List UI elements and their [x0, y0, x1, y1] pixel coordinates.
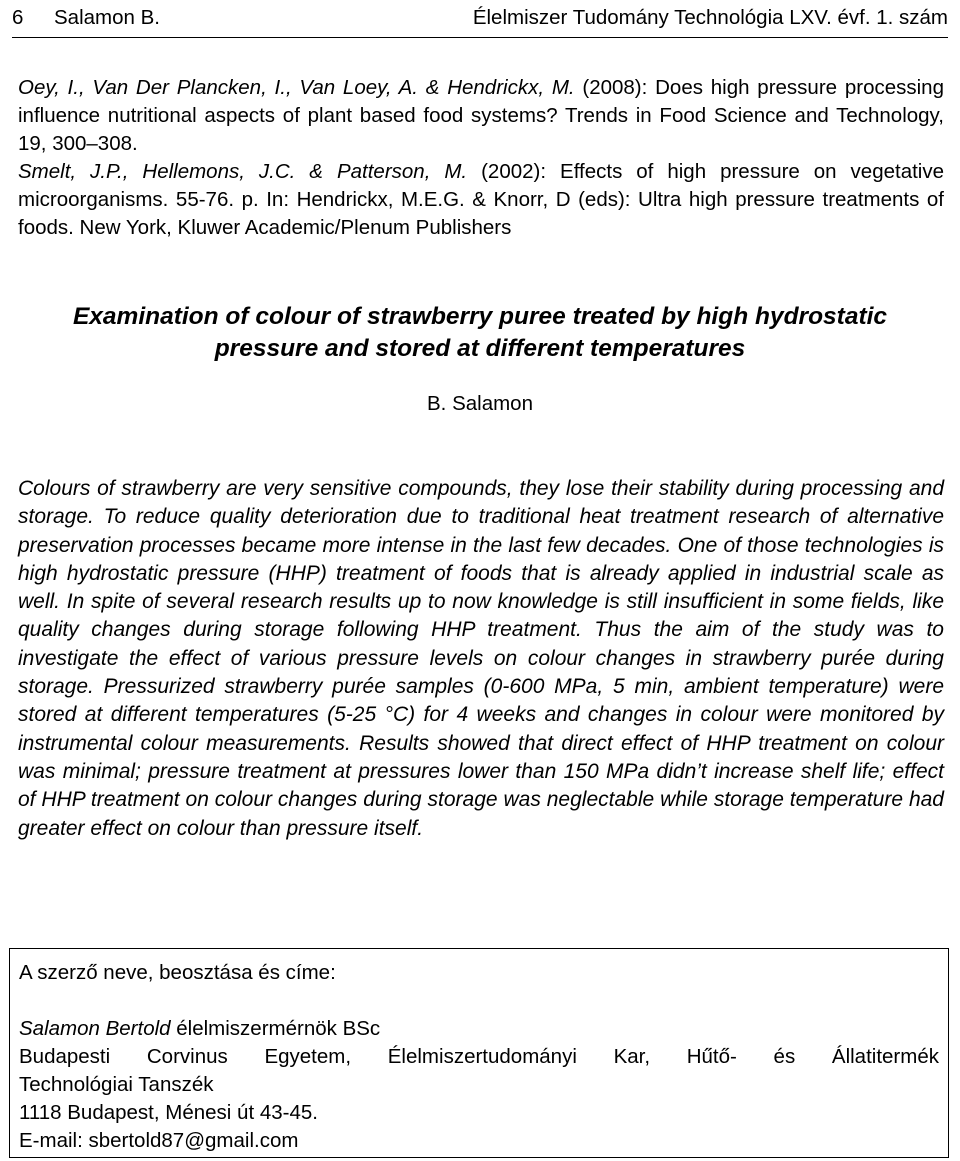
page-number: 6 [12, 6, 24, 29]
reference-item [18, 74, 944, 158]
article-abstract: Colours of strawberry are very sensitive compounds, they lose their stability during processing and storage. To reduce quality deterioration due to traditional heat treatment research of alternative preservation processes became more intense in the last few decades. One of those technologies is high hydrostatic pressure (HHP) treatment of foods that is already applied in industrial scale as well. In spite of several research results up to now knowledge is still insufficient in some fields, like quality changes during storage following HHP treatment. Thus the aim of the study was to investigate the effect of various pressure levels on colour changes in strawberry purée during storage. Pressurized strawberry purée samples (0-600 MPa, 5 min, ambient temperature) were stored at different temperatures (5-25 °C) for 4 weeks and changes in colour were monitored by instrumental colour measurements. Results showed that direct effect of HHP treatment on colour was minimal; pressure treatment at pressures lower than 150 MPa didn’t increase shelf life; effect of HHP treatment on colour changes during storage was neglectable while storage temperature had greater effect on colour than pressure itself. [18, 477, 944, 840]
author-box-heading: A szerző neve, beosztása és címe: [19, 961, 336, 984]
journal-title: Élelmiszer Tudomány Technológia LXV. évf. 1. szám [472, 6, 948, 29]
reference-list [18, 74, 944, 242]
reference-authors: Smelt, J.P., Hellemons, J.C. & Patterson, M. [18, 160, 468, 183]
reference-authors: Oey, I., Van Der Plancken, I., Van Loey, A. & Hendrickx, M. [18, 76, 575, 99]
running-header [12, 4, 948, 34]
running-author: Salamon B. [54, 6, 160, 29]
header-divider [12, 37, 948, 38]
author-position: élelmiszermérnök BSc [170, 1017, 381, 1040]
author-affiliation: Budapesti Corvinus Egyetem, Élelmiszertudományi Kar, Hűtő- és Állatitermék [19, 1045, 939, 1068]
author-name: Salamon Bertold [19, 1017, 171, 1040]
author-department: Technológiai Tanszék [19, 1073, 214, 1096]
spacer [19, 987, 939, 1015]
author-name-line [19, 1015, 939, 1043]
reference-item [18, 158, 944, 242]
article-title: Examination of colour of strawberry puree treated by high hydrostatic pressure and stored at different temperatures [72, 303, 888, 362]
author-info-box [9, 948, 949, 1158]
author-email: E-mail: sbertold87@gmail.com [19, 1129, 299, 1152]
reference-details: (2008): Does high pressure processing influence nutritional aspects of plant based food systems? Trends in Food Science and Technology, 19, 300–308. [18, 76, 944, 155]
author-address: 1118 Budapest, Ménesi út 43-45. [19, 1101, 318, 1124]
article-byline: B. Salamon [427, 392, 533, 415]
reference-details: (2002): Effects of high pressure on vegetative microorganisms. 55-76. p. In: Hendrickx, M.E.G. & Knorr, D (eds): Ultra high pressure treatments of foods. New York, Kluwer Academic/Plenum Publishers [18, 160, 945, 239]
